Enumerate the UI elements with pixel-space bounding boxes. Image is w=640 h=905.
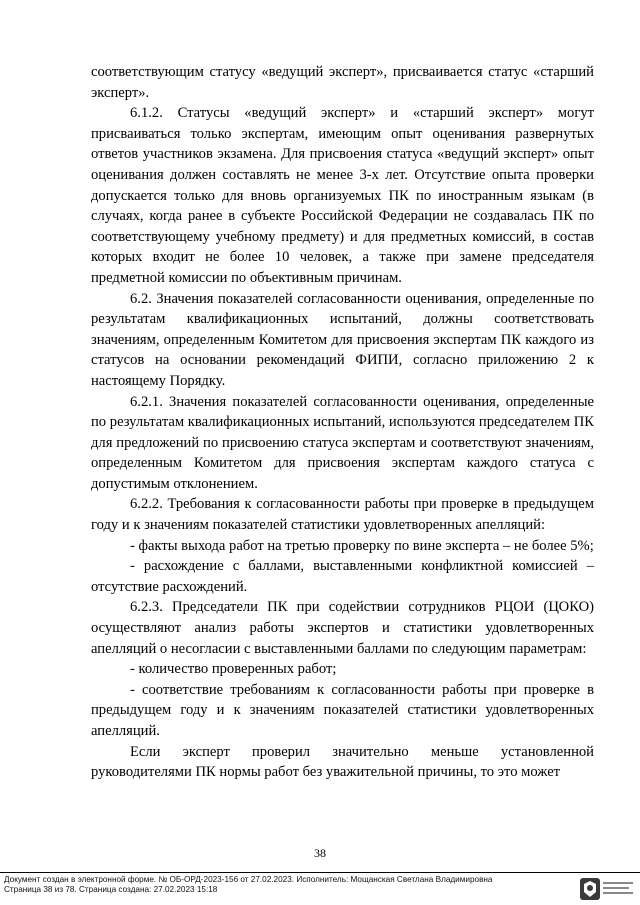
document-body [91,62,594,783]
list-item: - факты выхода работ на третью проверку по вине эксперта – не более 5%; [130,537,594,554]
paragraph: Если эксперт проверил значительно меньше установленной руководителями ПК нормы работ без уважительной причины, то это может [91,743,594,781]
list-item: - соответствие требованиям к согласованности работы при проверке в предыдущем году и к значениям показателей статистики удовлетворенных апелляций. [91,681,594,739]
list-item: - количество проверенных работ; [130,661,337,678]
coat-of-arms-icon [578,876,636,902]
paragraph: 6.2. Значения показателей согласованности оценивания, определенные по результатам квалификационных испытаний, должны соответствовать значениям, определенным Комитетом для присвоения экспертам ПК каждого из статусов на основании рекомендаций ФИПИ, согласно приложению 2 к настоящему Порядку. [91,290,594,389]
paragraph: 6.2.1. Значения показателей согласованности оценивания, определенные по результатам квалификационных испытаний, используются председателем ПК для предложений по присвоению статуса экспертам и соответствуют значениям, определенным Комитетом для присвоения экспертам каждого статуса с допустимым отклонением. [91,393,594,492]
footer-line-2: Страница 38 из 78. Страница создана: 27.02.2023 15:18 [4,885,218,894]
document-footer [4,875,564,895]
list-item: - расхождение с баллами, выставленными конфликтной комиссией – отсутствие расхождений. [91,558,594,595]
footer-divider [0,872,640,873]
paragraph: 6.2.2. Требования к согласованности работы при проверке в предыдущем году и к значениям показателей статистики удовлетворенных апелляций: [91,496,594,534]
paragraph: 6.2.3. Председатели ПК при содействии сотрудников РЦОИ (ЦОКО) осуществляют анализ работы экспертов и статистики удовлетворенных апелляций о несогласии с выставленными баллами по следующим параметрам: [91,599,594,657]
page-number: 38 [314,846,326,860]
footer-line-1: Документ создан в электронной форме. № ОБ-ОРД-2023-156 от 27.02.2023. Исполнитель: Мощанская Светлана Владимировна [4,875,493,884]
paragraph: соответствующим статусу «ведущий эксперт», присваивается статус «старший эксперт». [91,64,594,101]
paragraph: 6.1.2. Статусы «ведущий эксперт» и «старший эксперт» могут присваиваться только экспертам, имеющим опыт оценивания развернутых ответов участников экзамена. Для присвоения статуса «ведущий эксперт» опыт оценивания должен составлять не менее 3-х лет. Отсутствие опыта проверки допускается только для вновь организуемых ПК по иностранным языкам (в случаях, когда ранее в субъекте Российской Федерации не создавалась ПК по соответствующему учебному предмету) и для предметных комиссий, в состав которых входит не более 10 человек, а также при замене председателя предметной комиссии по объективным причинам. [91,105,594,286]
